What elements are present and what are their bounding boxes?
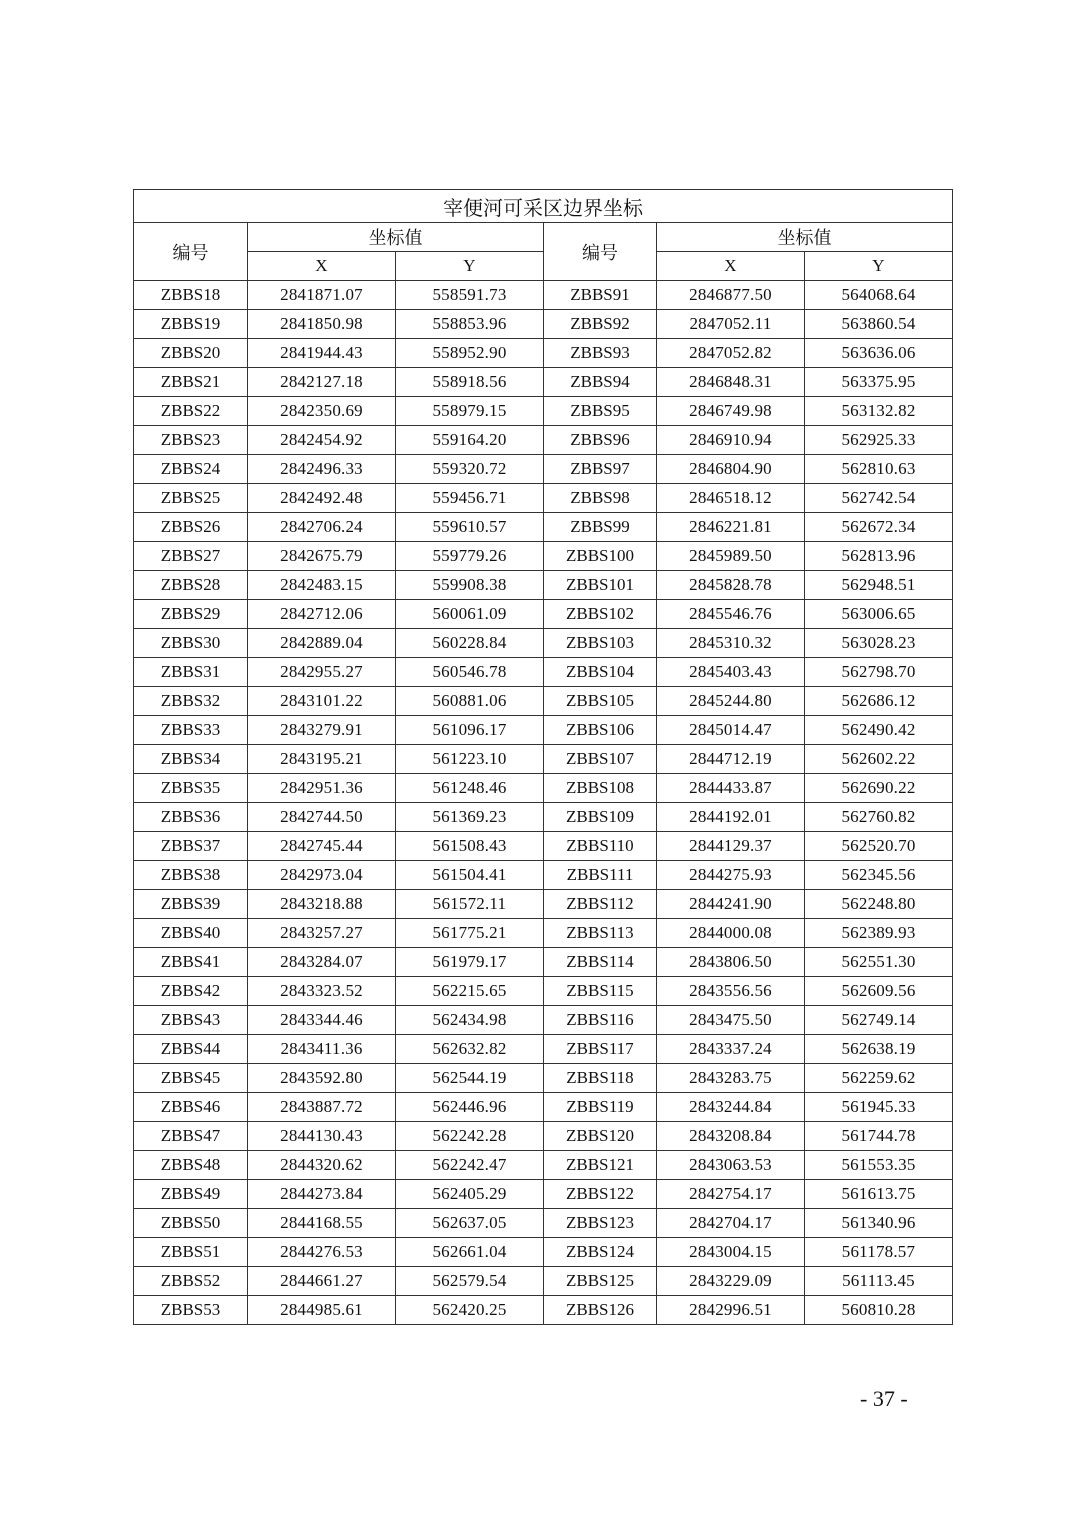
y-value-right: 562813.96 (805, 542, 953, 571)
y-value-left: 562215.65 (396, 977, 544, 1006)
y-value-left: 562242.28 (396, 1122, 544, 1151)
x-value-left: 2842492.48 (248, 484, 396, 513)
y-value-right: 562925.33 (805, 426, 953, 455)
x-value-right: 2846518.12 (657, 484, 805, 513)
y-value-left: 559610.57 (396, 513, 544, 542)
x-value-left: 2843284.07 (248, 948, 396, 977)
point-id-right: ZBBS101 (544, 571, 657, 600)
point-id-right: ZBBS124 (544, 1238, 657, 1267)
point-id-right: ZBBS97 (544, 455, 657, 484)
y-value-left: 561504.41 (396, 861, 544, 890)
x-value-left: 2842350.69 (248, 397, 396, 426)
point-id-left: ZBBS49 (134, 1180, 248, 1209)
point-id-left: ZBBS47 (134, 1122, 248, 1151)
x-value-left: 2843218.88 (248, 890, 396, 919)
x-header-left: X (248, 252, 396, 281)
point-id-left: ZBBS18 (134, 281, 248, 310)
y-value-right: 561613.75 (805, 1180, 953, 1209)
table-row (134, 397, 953, 426)
table-row (134, 745, 953, 774)
table-row (134, 281, 953, 310)
x-value-right: 2846221.81 (657, 513, 805, 542)
table-row (134, 455, 953, 484)
table-row (134, 1180, 953, 1209)
point-id-right: ZBBS96 (544, 426, 657, 455)
x-value-right: 2843806.50 (657, 948, 805, 977)
point-id-left: ZBBS29 (134, 600, 248, 629)
y-value-left: 558853.96 (396, 310, 544, 339)
table-row (134, 310, 953, 339)
point-id-right: ZBBS111 (544, 861, 657, 890)
y-value-right: 562345.56 (805, 861, 953, 890)
y-value-right: 563636.06 (805, 339, 953, 368)
x-value-right: 2845403.43 (657, 658, 805, 687)
point-id-left: ZBBS28 (134, 571, 248, 600)
point-id-left: ZBBS21 (134, 368, 248, 397)
x-value-right: 2846848.31 (657, 368, 805, 397)
point-id-left: ZBBS45 (134, 1064, 248, 1093)
y-value-left: 562661.04 (396, 1238, 544, 1267)
x-value-right: 2845828.78 (657, 571, 805, 600)
table-row (134, 919, 953, 948)
x-value-right: 2845014.47 (657, 716, 805, 745)
y-value-left: 562242.47 (396, 1151, 544, 1180)
point-id-left: ZBBS53 (134, 1296, 248, 1325)
y-value-right: 562742.54 (805, 484, 953, 513)
y-value-left: 562632.82 (396, 1035, 544, 1064)
y-value-right: 562690.22 (805, 774, 953, 803)
y-value-left: 562434.98 (396, 1006, 544, 1035)
table-row (134, 977, 953, 1006)
point-id-right: ZBBS109 (544, 803, 657, 832)
y-value-left: 558979.15 (396, 397, 544, 426)
x-value-right: 2843556.56 (657, 977, 805, 1006)
x-value-left: 2842955.27 (248, 658, 396, 687)
point-id-left: ZBBS25 (134, 484, 248, 513)
x-value-right: 2846749.98 (657, 397, 805, 426)
table-row (134, 339, 953, 368)
x-value-left: 2842454.92 (248, 426, 396, 455)
point-id-right: ZBBS98 (544, 484, 657, 513)
x-value-right: 2843063.53 (657, 1151, 805, 1180)
point-id-left: ZBBS40 (134, 919, 248, 948)
table-row (134, 1296, 953, 1325)
x-value-right: 2843229.09 (657, 1267, 805, 1296)
y-value-left: 561096.17 (396, 716, 544, 745)
table-row (134, 1093, 953, 1122)
x-value-right: 2844192.01 (657, 803, 805, 832)
y-value-right: 563860.54 (805, 310, 953, 339)
coord-header-right: 坐标值 (657, 223, 953, 252)
y-value-left: 561369.23 (396, 803, 544, 832)
y-value-right: 562672.34 (805, 513, 953, 542)
point-id-left: ZBBS41 (134, 948, 248, 977)
y-value-left: 562420.25 (396, 1296, 544, 1325)
table-row (134, 513, 953, 542)
x-value-right: 2846910.94 (657, 426, 805, 455)
point-id-right: ZBBS119 (544, 1093, 657, 1122)
point-id-left: ZBBS52 (134, 1267, 248, 1296)
x-value-left: 2843411.36 (248, 1035, 396, 1064)
x-value-left: 2842706.24 (248, 513, 396, 542)
point-id-left: ZBBS51 (134, 1238, 248, 1267)
y-value-right: 560810.28 (805, 1296, 953, 1325)
x-value-left: 2842745.44 (248, 832, 396, 861)
y-value-right: 562948.51 (805, 571, 953, 600)
point-id-left: ZBBS19 (134, 310, 248, 339)
y-value-right: 561178.57 (805, 1238, 953, 1267)
y-value-right: 562609.56 (805, 977, 953, 1006)
x-value-left: 2842127.18 (248, 368, 396, 397)
y-header-right: Y (805, 252, 953, 281)
y-value-right: 562798.70 (805, 658, 953, 687)
id-header-left: 编号 (134, 223, 248, 281)
table-row (134, 1035, 953, 1064)
point-id-left: ZBBS26 (134, 513, 248, 542)
x-value-right: 2847052.82 (657, 339, 805, 368)
x-value-right: 2842704.17 (657, 1209, 805, 1238)
point-id-right: ZBBS105 (544, 687, 657, 716)
x-value-right: 2845989.50 (657, 542, 805, 571)
y-value-right: 563375.95 (805, 368, 953, 397)
point-id-left: ZBBS31 (134, 658, 248, 687)
y-value-right: 562490.42 (805, 716, 953, 745)
x-value-right: 2845546.76 (657, 600, 805, 629)
point-id-left: ZBBS39 (134, 890, 248, 919)
table-body (134, 281, 953, 1325)
y-value-left: 562579.54 (396, 1267, 544, 1296)
point-id-right: ZBBS116 (544, 1006, 657, 1035)
point-id-left: ZBBS43 (134, 1006, 248, 1035)
table-row (134, 803, 953, 832)
point-id-left: ZBBS33 (134, 716, 248, 745)
point-id-left: ZBBS50 (134, 1209, 248, 1238)
y-value-left: 559456.71 (396, 484, 544, 513)
x-value-left: 2841871.07 (248, 281, 396, 310)
point-id-right: ZBBS122 (544, 1180, 657, 1209)
point-id-left: ZBBS37 (134, 832, 248, 861)
point-id-right: ZBBS126 (544, 1296, 657, 1325)
point-id-right: ZBBS102 (544, 600, 657, 629)
page-number: - 37 - (860, 1386, 908, 1411)
x-value-right: 2843475.50 (657, 1006, 805, 1035)
table-row (134, 1006, 953, 1035)
point-id-right: ZBBS99 (544, 513, 657, 542)
x-value-right: 2846877.50 (657, 281, 805, 310)
point-id-right: ZBBS114 (544, 948, 657, 977)
y-value-right: 561744.78 (805, 1122, 953, 1151)
y-value-right: 562551.30 (805, 948, 953, 977)
y-value-left: 558591.73 (396, 281, 544, 310)
y-value-left: 559779.26 (396, 542, 544, 571)
table-row (134, 890, 953, 919)
y-value-right: 562686.12 (805, 687, 953, 716)
x-value-right: 2844275.93 (657, 861, 805, 890)
x-value-left: 2844276.53 (248, 1238, 396, 1267)
point-id-left: ZBBS24 (134, 455, 248, 484)
y-value-right: 562248.80 (805, 890, 953, 919)
x-value-left: 2842712.06 (248, 600, 396, 629)
x-value-left: 2841944.43 (248, 339, 396, 368)
point-id-right: ZBBS110 (544, 832, 657, 861)
x-value-left: 2842744.50 (248, 803, 396, 832)
y-value-right: 562810.63 (805, 455, 953, 484)
x-value-right: 2843283.75 (657, 1064, 805, 1093)
x-value-right: 2845310.32 (657, 629, 805, 658)
table-row (134, 1209, 953, 1238)
y-value-left: 560546.78 (396, 658, 544, 687)
point-id-right: ZBBS107 (544, 745, 657, 774)
y-value-left: 561775.21 (396, 919, 544, 948)
point-id-right: ZBBS95 (544, 397, 657, 426)
x-value-left: 2842973.04 (248, 861, 396, 890)
x-value-left: 2843101.22 (248, 687, 396, 716)
table-row (134, 861, 953, 890)
y-value-right: 562749.14 (805, 1006, 953, 1035)
x-value-left: 2843195.21 (248, 745, 396, 774)
x-value-right: 2843208.84 (657, 1122, 805, 1151)
y-value-left: 559164.20 (396, 426, 544, 455)
x-value-left: 2842675.79 (248, 542, 396, 571)
table-row (134, 1238, 953, 1267)
x-value-right: 2843244.84 (657, 1093, 805, 1122)
point-id-right: ZBBS100 (544, 542, 657, 571)
y-value-right: 563006.65 (805, 600, 953, 629)
y-value-left: 558918.56 (396, 368, 544, 397)
x-value-left: 2844168.55 (248, 1209, 396, 1238)
y-value-left: 561508.43 (396, 832, 544, 861)
x-value-left: 2844661.27 (248, 1267, 396, 1296)
point-id-right: ZBBS91 (544, 281, 657, 310)
y-value-left: 559320.72 (396, 455, 544, 484)
table-row (134, 832, 953, 861)
y-header-left: Y (396, 252, 544, 281)
table-row (134, 687, 953, 716)
y-value-right: 563028.23 (805, 629, 953, 658)
table-row (134, 484, 953, 513)
x-value-left: 2842483.15 (248, 571, 396, 600)
table-row (134, 1267, 953, 1296)
x-value-right: 2842996.51 (657, 1296, 805, 1325)
x-value-left: 2841850.98 (248, 310, 396, 339)
table-row (134, 1151, 953, 1180)
x-value-left: 2842889.04 (248, 629, 396, 658)
table-row (134, 658, 953, 687)
y-value-right: 562520.70 (805, 832, 953, 861)
point-id-right: ZBBS103 (544, 629, 657, 658)
x-value-right: 2844241.90 (657, 890, 805, 919)
y-value-left: 560228.84 (396, 629, 544, 658)
y-value-left: 558952.90 (396, 339, 544, 368)
table-row (134, 716, 953, 745)
point-id-right: ZBBS125 (544, 1267, 657, 1296)
point-id-right: ZBBS106 (544, 716, 657, 745)
x-value-right: 2843004.15 (657, 1238, 805, 1267)
y-value-right: 563132.82 (805, 397, 953, 426)
x-value-left: 2844985.61 (248, 1296, 396, 1325)
coord-header-left: 坐标值 (248, 223, 544, 252)
x-header-right: X (657, 252, 805, 281)
y-value-right: 562602.22 (805, 745, 953, 774)
point-id-left: ZBBS36 (134, 803, 248, 832)
x-value-right: 2844000.08 (657, 919, 805, 948)
x-value-right: 2846804.90 (657, 455, 805, 484)
x-value-left: 2843344.46 (248, 1006, 396, 1035)
table-row (134, 629, 953, 658)
point-id-left: ZBBS23 (134, 426, 248, 455)
table-row (134, 948, 953, 977)
table-title: 宰便河可采区边界坐标 (134, 190, 953, 223)
y-value-right: 564068.64 (805, 281, 953, 310)
table-row (134, 542, 953, 571)
table-row (134, 774, 953, 803)
point-id-right: ZBBS94 (544, 368, 657, 397)
table-row (134, 600, 953, 629)
y-value-left: 562446.96 (396, 1093, 544, 1122)
x-value-right: 2845244.80 (657, 687, 805, 716)
point-id-left: ZBBS27 (134, 542, 248, 571)
point-id-left: ZBBS22 (134, 397, 248, 426)
y-value-right: 562760.82 (805, 803, 953, 832)
point-id-right: ZBBS123 (544, 1209, 657, 1238)
point-id-right: ZBBS121 (544, 1151, 657, 1180)
x-value-right: 2843337.24 (657, 1035, 805, 1064)
y-value-left: 561572.11 (396, 890, 544, 919)
x-value-left: 2842496.33 (248, 455, 396, 484)
x-value-left: 2843323.52 (248, 977, 396, 1006)
point-id-right: ZBBS93 (544, 339, 657, 368)
table-row (134, 368, 953, 397)
point-id-right: ZBBS108 (544, 774, 657, 803)
table-row (134, 1122, 953, 1151)
y-value-left: 562637.05 (396, 1209, 544, 1238)
point-id-left: ZBBS32 (134, 687, 248, 716)
x-value-left: 2843257.27 (248, 919, 396, 948)
y-value-right: 562259.62 (805, 1064, 953, 1093)
point-id-left: ZBBS34 (134, 745, 248, 774)
y-value-left: 560061.09 (396, 600, 544, 629)
point-id-left: ZBBS48 (134, 1151, 248, 1180)
x-value-right: 2844433.87 (657, 774, 805, 803)
x-value-left: 2844273.84 (248, 1180, 396, 1209)
x-value-left: 2842951.36 (248, 774, 396, 803)
y-value-right: 561553.35 (805, 1151, 953, 1180)
boundary-coordinates-table (133, 189, 953, 1325)
y-value-right: 562389.93 (805, 919, 953, 948)
x-value-right: 2847052.11 (657, 310, 805, 339)
x-value-right: 2844712.19 (657, 745, 805, 774)
point-id-left: ZBBS20 (134, 339, 248, 368)
y-value-left: 562405.29 (396, 1180, 544, 1209)
y-value-right: 562638.19 (805, 1035, 953, 1064)
point-id-left: ZBBS38 (134, 861, 248, 890)
point-id-right: ZBBS117 (544, 1035, 657, 1064)
y-value-left: 562544.19 (396, 1064, 544, 1093)
point-id-left: ZBBS42 (134, 977, 248, 1006)
y-value-left: 559908.38 (396, 571, 544, 600)
point-id-left: ZBBS35 (134, 774, 248, 803)
y-value-left: 560881.06 (396, 687, 544, 716)
y-value-right: 561340.96 (805, 1209, 953, 1238)
point-id-right: ZBBS92 (544, 310, 657, 339)
x-value-left: 2843279.91 (248, 716, 396, 745)
x-value-left: 2844130.43 (248, 1122, 396, 1151)
point-id-left: ZBBS46 (134, 1093, 248, 1122)
table-row (134, 426, 953, 455)
y-value-left: 561248.46 (396, 774, 544, 803)
point-id-right: ZBBS120 (544, 1122, 657, 1151)
table-row (134, 571, 953, 600)
y-value-left: 561223.10 (396, 745, 544, 774)
table-row (134, 1064, 953, 1093)
x-value-left: 2844320.62 (248, 1151, 396, 1180)
y-value-left: 561979.17 (396, 948, 544, 977)
id-header-right: 编号 (544, 223, 657, 281)
point-id-right: ZBBS104 (544, 658, 657, 687)
point-id-right: ZBBS115 (544, 977, 657, 1006)
x-value-left: 2843887.72 (248, 1093, 396, 1122)
x-value-right: 2842754.17 (657, 1180, 805, 1209)
point-id-right: ZBBS118 (544, 1064, 657, 1093)
point-id-right: ZBBS113 (544, 919, 657, 948)
y-value-right: 561945.33 (805, 1093, 953, 1122)
x-value-left: 2843592.80 (248, 1064, 396, 1093)
point-id-right: ZBBS112 (544, 890, 657, 919)
x-value-right: 2844129.37 (657, 832, 805, 861)
point-id-left: ZBBS44 (134, 1035, 248, 1064)
y-value-right: 561113.45 (805, 1267, 953, 1296)
point-id-left: ZBBS30 (134, 629, 248, 658)
